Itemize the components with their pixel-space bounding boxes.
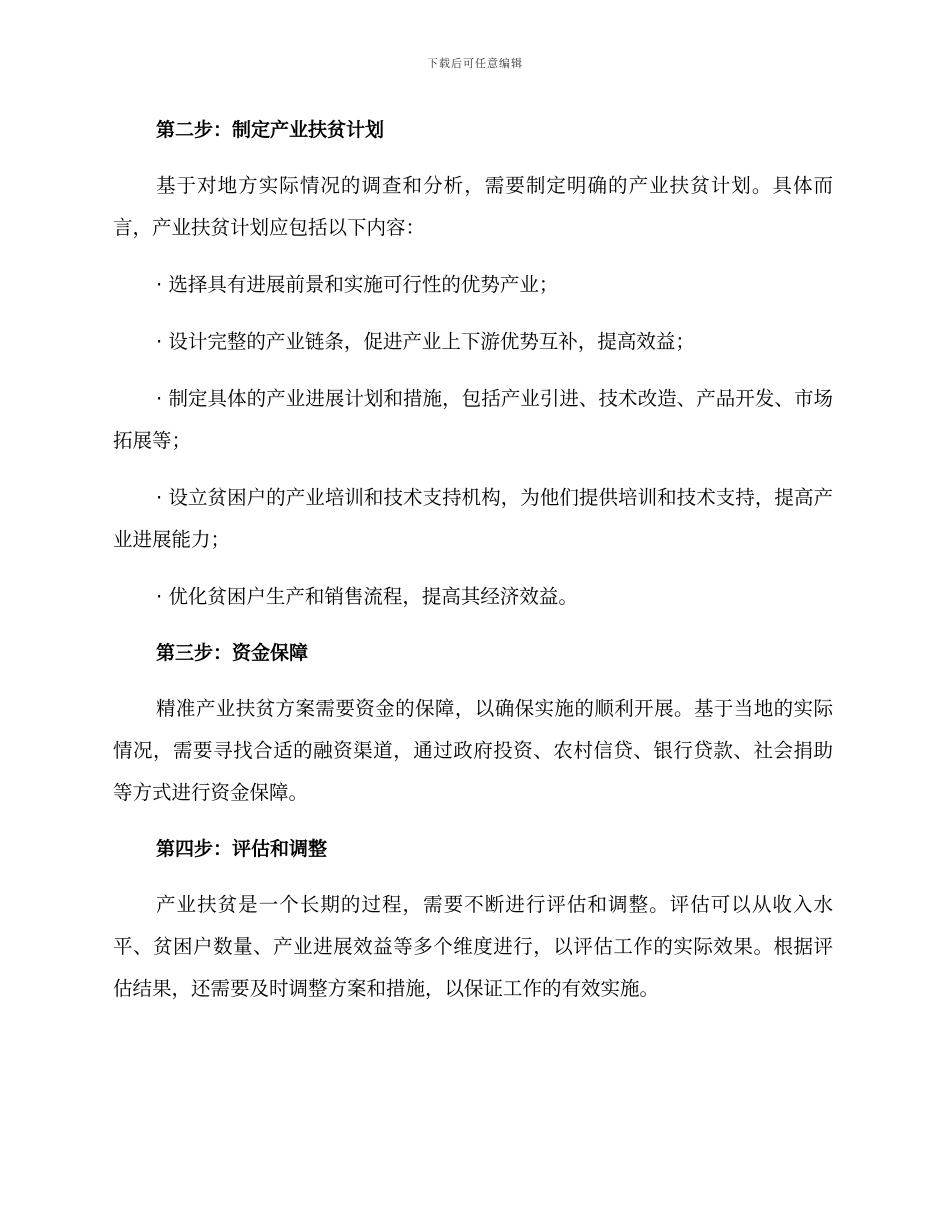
header-note: 下载后可任意编辑 <box>427 57 523 70</box>
document-body <box>113 110 833 1025</box>
section-heading-step-3: 第三步：资金保障 <box>156 642 309 664</box>
bullet-item-optimize-process: · 优化贫困户生产和销售流程，提高其经济效益。 <box>156 585 578 608</box>
bullet-item-development-plan: · 制定具体的产业进展计划和措施，包括产业引进、技术改造、产品开发、市场拓展等； <box>113 387 833 452</box>
paragraph-plan-intro: 基于对地方实际情况的调查和分析，需要制定明确的产业扶贫计划。具体而言，产业扶贫计划应包括以下内容： <box>113 174 833 239</box>
bullet-item-industry-choice: · 选择具有进展前景和实施可行性的优势产业； <box>156 273 559 296</box>
section-heading-step-4: 第四步：评估和调整 <box>156 838 328 860</box>
section-heading-step-2: 第二步：制定产业扶贫计划 <box>156 119 385 141</box>
paragraph-evaluation: 产业扶贫是一个长期的过程，需要不断进行评估和调整。评估可以从收入水平、贫困户数量、产业进展效益等多个维度进行，以评估工作的实际效果。根据评估结果，还需要及时调整方案和措施，以保证工作的有效实施。 <box>113 893 833 1000</box>
paragraph-funding: 精准产业扶贫方案需要资金的保障，以确保实施的顺利开展。基于当地的实际情况，需要寻找合适的融资渠道，通过政府投资、农村信贷、银行贷款、社会捐助等方式进行资金保障。 <box>113 697 833 804</box>
bullet-item-industry-chain: · 设计完整的产业链条，促进产业上下游优势互补，提高效益； <box>156 330 695 353</box>
bullet-item-training-support: · 设立贫困户的产业培训和技术支持机构，为他们提供培训和技术支持，提高产业进展能力； <box>113 486 833 551</box>
